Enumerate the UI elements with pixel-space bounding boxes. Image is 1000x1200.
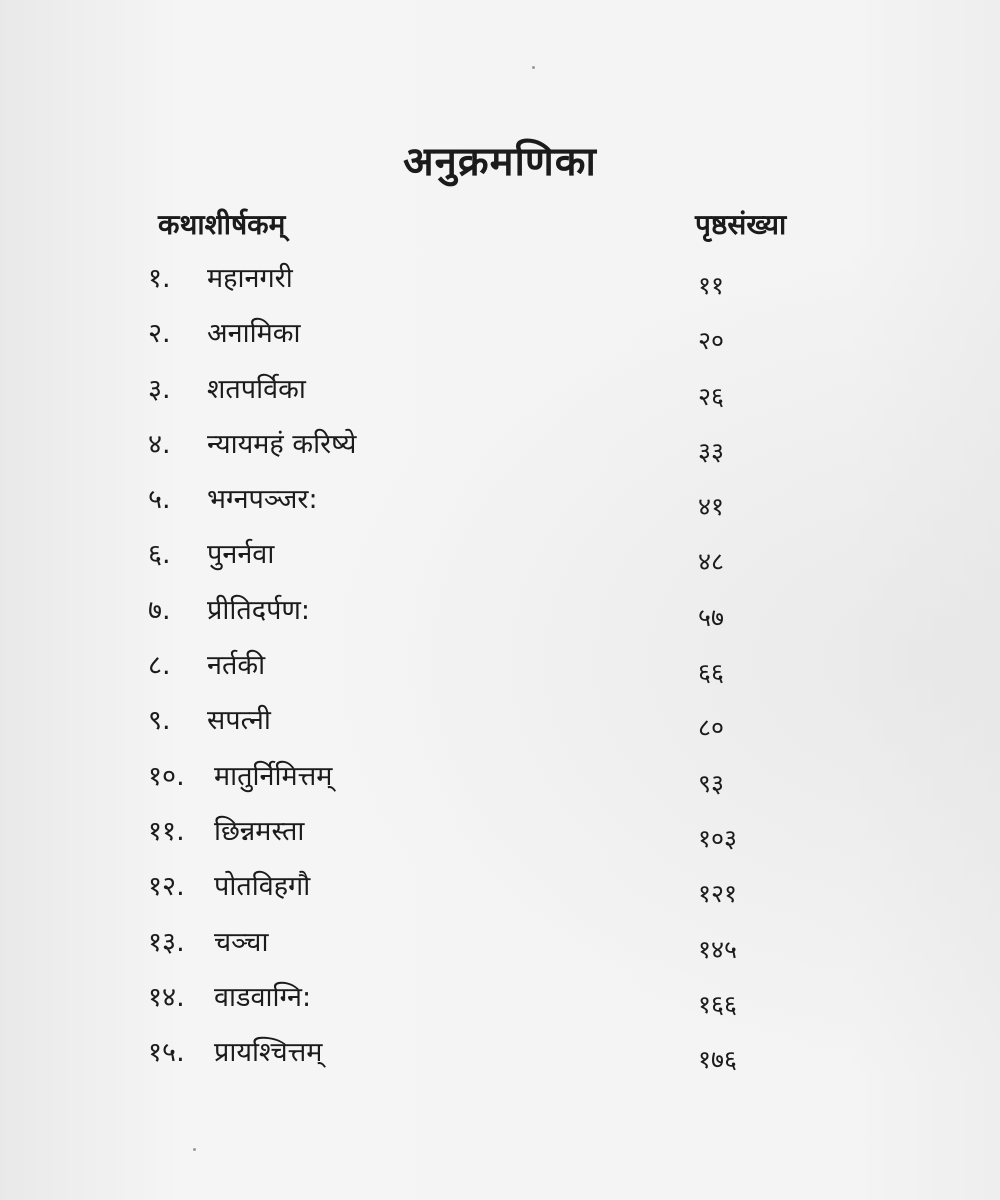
entry-page-number: ३३	[698, 436, 725, 466]
entry-number: ३.	[148, 373, 171, 405]
story-title-column-header: कथाशीर्षकम्	[158, 208, 286, 241]
entry-page-number: १२१	[698, 879, 738, 909]
entry-title: सपत्नी	[207, 705, 271, 737]
paper-speck	[193, 1148, 196, 1151]
entry-title: छिन्नमस्ता	[214, 815, 305, 847]
toc-entry	[0, 424, 1000, 479]
toc-entry	[0, 922, 1000, 977]
toc-entry	[0, 369, 1000, 424]
toc-entry	[0, 700, 1000, 755]
entry-title: प्रीतिदर्पण:	[207, 594, 311, 626]
entry-page-number: ५७	[698, 602, 725, 632]
entry-number: ७.	[148, 594, 171, 626]
toc-entry	[0, 811, 1000, 866]
entry-title: नर्तकी	[207, 650, 266, 682]
entry-page-number: ११	[698, 271, 725, 300]
entry-title: महानगरी	[207, 263, 293, 294]
page-number-column-header: पृष्ठसंख्या	[695, 208, 787, 241]
entry-number: ४.	[148, 428, 171, 460]
entry-title: पुनर्नवा	[207, 539, 275, 571]
toc-entry	[0, 756, 1000, 811]
entry-title: अनामिका	[207, 318, 301, 350]
entry-number: ६.	[148, 539, 171, 571]
toc-entry	[0, 1032, 1000, 1087]
toc-entry	[0, 534, 1000, 589]
entry-number: ९.	[148, 705, 171, 737]
entry-number: १.	[148, 263, 171, 294]
entry-page-number: ४८	[698, 547, 725, 577]
entry-title: मातुर्निमित्तम्	[214, 760, 333, 792]
entry-page-number: १६६	[698, 989, 738, 1019]
entry-number: १०.	[148, 760, 185, 792]
toc-entry	[0, 866, 1000, 921]
toc-entry	[0, 590, 1000, 645]
entry-number: १३.	[148, 926, 185, 958]
entry-number: १५.	[148, 1037, 185, 1069]
entry-title: चञ्चा	[214, 926, 269, 958]
entry-page-number: १०३	[698, 823, 738, 853]
entry-number: २.	[148, 318, 171, 350]
entry-page-number: ६६	[698, 658, 725, 688]
toc-entry	[0, 313, 1000, 368]
entry-title: न्यायमहं करिष्ये	[207, 428, 357, 460]
entry-title: शतपर्विका	[207, 373, 306, 405]
entry-page-number: १४५	[698, 934, 738, 964]
toc-entry	[0, 645, 1000, 700]
table-of-contents	[0, 258, 1000, 1087]
entry-title: वाडवाग्नि:	[214, 981, 312, 1013]
entry-page-number: ९३	[698, 768, 725, 798]
page-title: अनुक्रमणिका	[403, 139, 597, 185]
entry-page-number: ८०	[698, 713, 725, 743]
entry-page-number: १७६	[698, 1045, 738, 1075]
toc-entry	[0, 479, 1000, 534]
entry-title: पोतविहगौ	[214, 871, 311, 903]
entry-page-number: ४१	[698, 492, 725, 522]
paper-speck	[532, 66, 535, 69]
entry-number: ५.	[148, 484, 171, 516]
entry-number: ८.	[148, 650, 171, 682]
entry-number: १४.	[148, 981, 185, 1013]
entry-title: भग्नपञ्जर:	[207, 484, 318, 516]
toc-entry	[0, 258, 1000, 313]
entry-number: १२.	[148, 871, 185, 903]
entry-number: ११.	[148, 815, 185, 847]
entry-page-number: २०	[698, 326, 725, 356]
toc-entry	[0, 977, 1000, 1032]
entry-page-number: २६	[698, 381, 725, 411]
entry-title: प्रायश्चित्तम्	[214, 1037, 323, 1069]
